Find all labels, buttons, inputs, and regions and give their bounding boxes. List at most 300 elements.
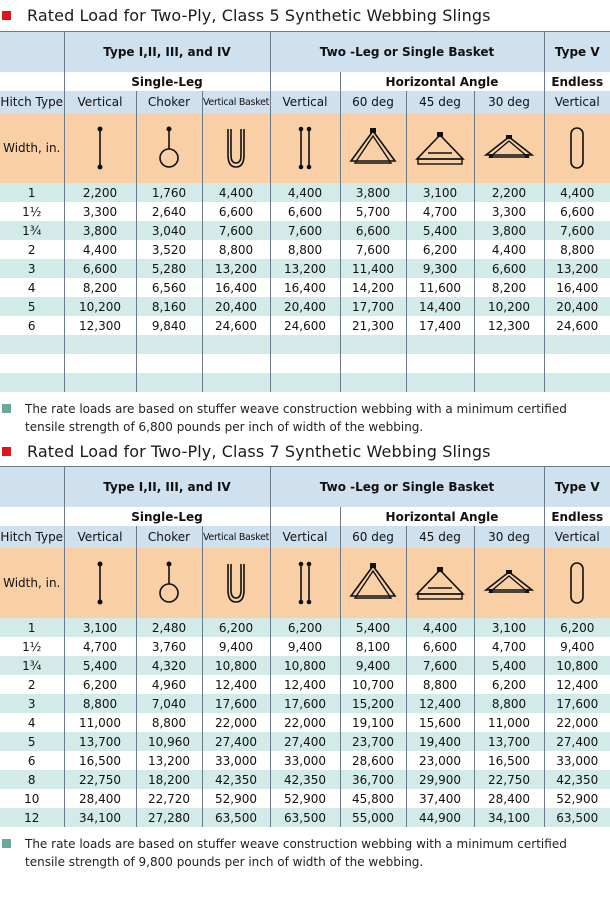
load-cell: 28,400 [474,789,544,808]
col-45-deg: 45 deg [406,91,474,113]
col-two-leg-vertical: Vertical [270,91,340,113]
empty-cell [474,373,544,392]
vertical-hitch-icon [64,113,136,183]
load-cell: 8,800 [202,240,270,259]
load-cell: 8,200 [64,278,136,297]
width-cell: 1½ [0,637,64,656]
load-cell: 34,100 [64,808,136,827]
load-cell: 12,400 [270,675,340,694]
load-cell: 6,600 [340,221,406,240]
width-cell: 4 [0,278,64,297]
load-cell: 27,400 [544,732,610,751]
blank-cell [270,507,340,526]
hitch-type-label: Hitch Type [0,526,64,548]
empty-cell [340,335,406,354]
load-cell: 8,800 [406,675,474,694]
empty-cell [202,354,270,373]
load-cell: 6,200 [406,240,474,259]
class7-table [0,466,610,827]
load-cell: 19,400 [406,732,474,751]
load-cell: 13,700 [474,732,544,751]
icon-row [0,548,610,618]
column-header-row [0,526,610,548]
width-cell: 1½ [0,202,64,221]
load-cell: 34,100 [474,808,544,827]
load-cell: 3,040 [136,221,202,240]
angle-60-icon [340,113,406,183]
load-cell: 12,300 [474,316,544,335]
load-cell: 3,800 [340,183,406,202]
load-cell: 4,400 [544,183,610,202]
load-cell: 4,320 [136,656,202,675]
load-cell: 7,600 [340,240,406,259]
empty-cell [202,373,270,392]
load-cell: 42,350 [202,770,270,789]
class7-title-bar [0,436,610,466]
col-vertical-basket: Vertical Basket [202,91,270,113]
load-cell: 6,600 [270,202,340,221]
empty-cell [0,335,64,354]
icon-row [0,113,610,183]
load-cell: 6,200 [474,675,544,694]
width-cell: 1¾ [0,221,64,240]
table-row [0,808,610,827]
note-marker-icon [2,839,11,848]
table-row [0,316,610,335]
horizontal-angle-header: Horizontal Angle [340,507,544,526]
load-cell: 10,700 [340,675,406,694]
empty-cell [544,335,610,354]
table-row [0,618,610,637]
class7-data-body [0,618,610,827]
load-cell: 27,400 [202,732,270,751]
empty-cell [270,354,340,373]
group-type-1-4: Type I,II, III, and IV [64,467,270,508]
col-endless-vertical: Vertical [544,526,610,548]
load-cell: 10,800 [202,656,270,675]
load-cell: 4,700 [474,637,544,656]
load-cell: 7,600 [544,221,610,240]
table-row [0,751,610,770]
table-row [0,183,610,202]
load-cell: 52,900 [544,789,610,808]
empty-cell [202,335,270,354]
load-cell: 1,760 [136,183,202,202]
load-cell: 16,400 [544,278,610,297]
empty-cell [64,373,136,392]
load-cell: 5,700 [340,202,406,221]
angle-45-icon [406,548,474,618]
width-cell: 3 [0,259,64,278]
load-cell: 22,720 [136,789,202,808]
table-row [0,297,610,316]
load-cell: 24,600 [544,316,610,335]
width-cell: 6 [0,751,64,770]
col-30-deg: 30 deg [474,526,544,548]
load-cell: 4,960 [136,675,202,694]
load-cell: 45,800 [340,789,406,808]
load-cell: 42,350 [544,770,610,789]
load-cell: 33,000 [544,751,610,770]
angle-60-icon [340,548,406,618]
col-choker: Choker [136,91,202,113]
load-cell: 6,200 [202,618,270,637]
endless-header: Endless [544,507,610,526]
table-row [0,770,610,789]
load-cell: 17,600 [202,694,270,713]
table-row [0,713,610,732]
basket-hitch-icon [202,113,270,183]
group-header-row [0,467,610,508]
empty-cell [64,354,136,373]
load-cell: 3,100 [406,183,474,202]
endless-sling-icon [544,113,610,183]
width-cell: 1¾ [0,656,64,675]
load-cell: 2,200 [64,183,136,202]
load-cell: 7,600 [406,656,474,675]
load-cell: 4,400 [270,183,340,202]
class5-table [0,31,610,392]
empty-cell [406,373,474,392]
class7-note-text: The rate loads are based on stuffer weave construction webbing with a minimum certified tensile strength of 9,800 pounds per inch of width of the webbing. [25,837,567,869]
load-cell: 12,400 [202,675,270,694]
table-row [0,694,610,713]
hitch-type-label: Hitch Type [0,91,64,113]
width-cell: 10 [0,789,64,808]
load-cell: 36,700 [340,770,406,789]
class5-note [0,392,610,436]
load-cell: 6,200 [64,675,136,694]
empty-row [0,354,610,373]
load-cell: 3,760 [136,637,202,656]
col-vertical: Vertical [64,526,136,548]
title-marker-icon [2,11,11,20]
empty-cell [406,354,474,373]
load-cell: 11,400 [340,259,406,278]
empty-cell [474,354,544,373]
load-cell: 8,800 [136,713,202,732]
load-cell: 16,400 [202,278,270,297]
load-cell: 33,000 [202,751,270,770]
width-cell: 5 [0,297,64,316]
empty-cell [544,354,610,373]
load-cell: 9,840 [136,316,202,335]
title-marker-icon [2,447,11,456]
empty-row [0,335,610,354]
load-cell: 20,400 [270,297,340,316]
load-cell: 3,300 [474,202,544,221]
subgroup-header-row [0,507,610,526]
load-cell: 33,000 [270,751,340,770]
corner-cell [0,32,64,73]
load-cell: 22,000 [270,713,340,732]
load-cell: 7,040 [136,694,202,713]
col-60-deg: 60 deg [340,91,406,113]
load-cell: 6,600 [474,259,544,278]
table-row [0,675,610,694]
load-cell: 6,600 [406,637,474,656]
table-row [0,656,610,675]
empty-cell [136,354,202,373]
width-cell: 2 [0,675,64,694]
group-type-1-4: Type I,II, III, and IV [64,32,270,73]
class5-section [0,0,610,436]
load-cell: 4,400 [64,240,136,259]
two-leg-vertical-icon [270,548,340,618]
col-endless-vertical: Vertical [544,91,610,113]
load-cell: 3,300 [64,202,136,221]
load-cell: 52,900 [202,789,270,808]
load-cell: 6,600 [202,202,270,221]
class5-data-body [0,183,610,392]
blank-cell [270,72,340,91]
blank-cell [0,72,64,91]
load-cell: 5,280 [136,259,202,278]
width-cell: 6 [0,316,64,335]
angle-30-icon [474,113,544,183]
load-cell: 13,200 [270,259,340,278]
load-cell: 15,200 [340,694,406,713]
load-cell: 2,480 [136,618,202,637]
load-cell: 20,400 [544,297,610,316]
width-cell: 5 [0,732,64,751]
load-cell: 16,500 [64,751,136,770]
empty-cell [136,335,202,354]
load-cell: 22,750 [64,770,136,789]
table-row [0,789,610,808]
empty-cell [64,335,136,354]
empty-cell [406,335,474,354]
class5-note-text: The rate loads are based on stuffer weave construction webbing with a minimum certified tensile strength of 6,800 pounds per inch of width of the webbing. [25,402,567,434]
load-cell: 17,600 [270,694,340,713]
load-cell: 12,400 [544,675,610,694]
col-choker: Choker [136,526,202,548]
group-type-v: Type V [544,467,610,508]
load-cell: 9,300 [406,259,474,278]
width-cell: 2 [0,240,64,259]
horizontal-angle-header: Horizontal Angle [340,72,544,91]
two-leg-vertical-icon [270,113,340,183]
empty-cell [474,335,544,354]
table-row [0,732,610,751]
table-row [0,240,610,259]
load-cell: 21,300 [340,316,406,335]
load-cell: 13,700 [64,732,136,751]
load-cell: 4,400 [202,183,270,202]
load-cell: 4,400 [406,618,474,637]
basket-hitch-icon [202,548,270,618]
col-vertical-basket: Vertical Basket [202,526,270,548]
empty-row [0,373,610,392]
load-cell: 6,560 [136,278,202,297]
load-cell: 10,800 [270,656,340,675]
load-cell: 52,900 [270,789,340,808]
subgroup-header-row [0,72,610,91]
col-vertical: Vertical [64,91,136,113]
choker-hitch-icon [136,548,202,618]
class7-section [0,436,610,871]
load-cell: 5,400 [406,221,474,240]
width-cell: 8 [0,770,64,789]
load-cell: 17,700 [340,297,406,316]
empty-cell [0,373,64,392]
blank-cell [0,507,64,526]
load-cell: 14,200 [340,278,406,297]
single-leg-header: Single-Leg [64,72,270,91]
load-cell: 19,100 [340,713,406,732]
empty-cell [0,354,64,373]
load-cell: 9,400 [544,637,610,656]
load-cell: 12,300 [64,316,136,335]
corner-cell [0,467,64,508]
group-header-row [0,32,610,73]
load-cell: 11,600 [406,278,474,297]
load-cell: 13,200 [136,751,202,770]
load-cell: 8,800 [544,240,610,259]
load-cell: 7,600 [202,221,270,240]
load-cell: 13,200 [544,259,610,278]
class7-title: Rated Load for Two-Ply, Class 7 Synthetic Webbing Slings [27,441,491,461]
load-cell: 6,600 [64,259,136,278]
load-cell: 10,800 [544,656,610,675]
angle-45-icon [406,113,474,183]
load-cell: 55,000 [340,808,406,827]
group-two-leg: Two -Leg or Single Basket [270,32,544,73]
load-cell: 28,600 [340,751,406,770]
load-cell: 9,400 [202,637,270,656]
table-row [0,259,610,278]
col-30-deg: 30 deg [474,91,544,113]
load-cell: 9,400 [270,637,340,656]
load-cell: 18,200 [136,770,202,789]
vertical-hitch-icon [64,548,136,618]
load-cell: 24,600 [270,316,340,335]
load-cell: 5,400 [474,656,544,675]
load-cell: 4,700 [406,202,474,221]
load-cell: 8,200 [474,278,544,297]
class7-note [0,827,610,871]
class5-title-bar [0,0,610,31]
load-cell: 6,200 [270,618,340,637]
load-cell: 8,100 [340,637,406,656]
load-cell: 4,700 [64,637,136,656]
width-cell: 4 [0,713,64,732]
load-cell: 3,100 [64,618,136,637]
load-cell: 11,000 [64,713,136,732]
load-cell: 13,200 [202,259,270,278]
col-60-deg: 60 deg [340,526,406,548]
width-label: Width, in. [0,113,64,183]
load-cell: 37,400 [406,789,474,808]
load-cell: 23,700 [340,732,406,751]
load-cell: 2,640 [136,202,202,221]
load-cell: 14,400 [406,297,474,316]
note-marker-icon [2,404,11,413]
load-cell: 22,000 [202,713,270,732]
load-cell: 8,800 [64,694,136,713]
empty-cell [270,373,340,392]
angle-30-icon [474,548,544,618]
load-cell: 27,400 [270,732,340,751]
group-two-leg: Two -Leg or Single Basket [270,467,544,508]
load-cell: 3,800 [474,221,544,240]
endless-sling-icon [544,548,610,618]
load-cell: 2,200 [474,183,544,202]
load-cell: 22,000 [544,713,610,732]
load-cell: 5,400 [64,656,136,675]
endless-header: Endless [544,72,610,91]
column-header-row [0,91,610,113]
load-cell: 11,000 [474,713,544,732]
empty-cell [340,354,406,373]
table-row [0,637,610,656]
width-cell: 1 [0,618,64,637]
load-cell: 3,800 [64,221,136,240]
load-cell: 15,600 [406,713,474,732]
load-cell: 6,600 [544,202,610,221]
load-cell: 10,200 [64,297,136,316]
load-cell: 42,350 [270,770,340,789]
load-cell: 63,500 [544,808,610,827]
table-row [0,221,610,240]
load-cell: 20,400 [202,297,270,316]
width-cell: 1 [0,183,64,202]
load-cell: 4,400 [474,240,544,259]
load-cell: 17,400 [406,316,474,335]
load-cell: 8,800 [270,240,340,259]
col-two-leg-vertical: Vertical [270,526,340,548]
table-row [0,278,610,297]
load-cell: 10,960 [136,732,202,751]
load-cell: 23,000 [406,751,474,770]
load-cell: 16,500 [474,751,544,770]
col-45-deg: 45 deg [406,526,474,548]
load-cell: 6,200 [544,618,610,637]
width-cell: 3 [0,694,64,713]
load-cell: 44,900 [406,808,474,827]
choker-hitch-icon [136,113,202,183]
load-cell: 24,600 [202,316,270,335]
load-cell: 63,500 [270,808,340,827]
group-type-v: Type V [544,32,610,73]
load-cell: 28,400 [64,789,136,808]
load-cell: 5,400 [340,618,406,637]
load-cell: 12,400 [406,694,474,713]
load-cell: 9,400 [340,656,406,675]
width-cell: 12 [0,808,64,827]
load-cell: 8,160 [136,297,202,316]
load-cell: 63,500 [202,808,270,827]
load-cell: 27,280 [136,808,202,827]
table-row [0,202,610,221]
empty-cell [544,373,610,392]
load-cell: 17,600 [544,694,610,713]
load-cell: 3,520 [136,240,202,259]
load-cell: 22,750 [474,770,544,789]
empty-cell [136,373,202,392]
empty-cell [340,373,406,392]
load-cell: 29,900 [406,770,474,789]
empty-cell [270,335,340,354]
load-cell: 7,600 [270,221,340,240]
single-leg-header: Single-Leg [64,507,270,526]
load-cell: 8,800 [474,694,544,713]
load-cell: 10,200 [474,297,544,316]
load-cell: 16,400 [270,278,340,297]
class5-title: Rated Load for Two-Ply, Class 5 Synthetic Webbing Slings [27,6,491,25]
width-label: Width, in. [0,548,64,618]
load-cell: 3,100 [474,618,544,637]
